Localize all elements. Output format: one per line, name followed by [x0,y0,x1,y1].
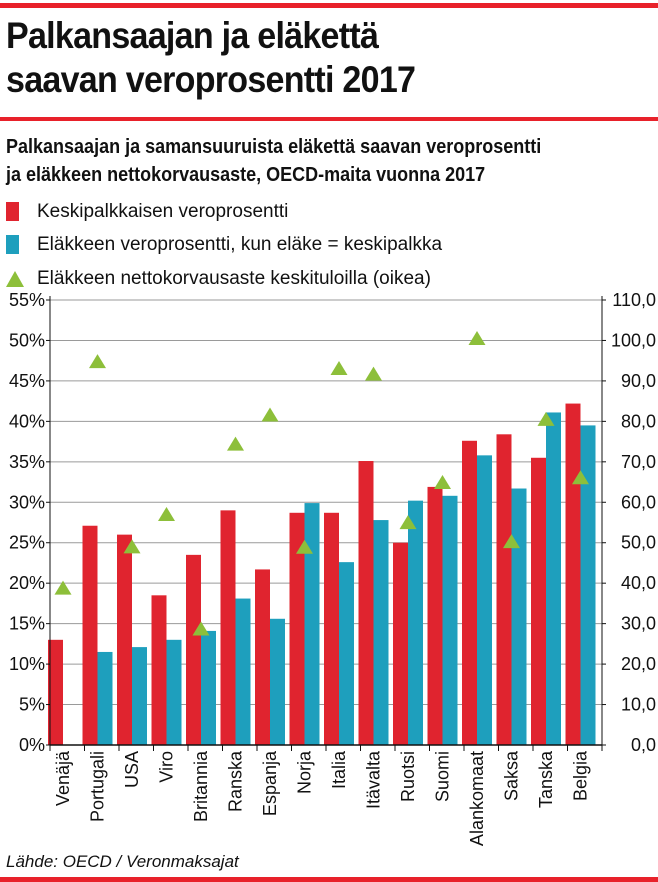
title-line-2: saavan veroprosentti 2017 [6,59,416,100]
bar-red [497,434,512,745]
bar-red [428,487,443,745]
bar-blue [132,647,147,745]
y-tick-left: 40% [8,411,45,432]
subtitle-line-2: ja eläkkeen nettokorvausaste, OECD-maita vuonna 2017 [6,164,486,186]
x-category-label: Tanska [536,751,556,809]
bar-blue [546,412,561,745]
y-tick-left: 25% [8,532,45,553]
x-category-label: Alankomaat [467,751,487,847]
y-tick-right: 20,0 [620,654,656,675]
x-category-label: Portugali [87,751,108,823]
legend-label-green: Eläkkeen nettokorvausaste keskituloilla (oikea) [37,268,431,289]
y-tick-right: 70,0 [620,451,656,472]
x-category-label: Espanja [260,751,280,817]
bar-red [359,461,374,745]
bar-blue [477,455,492,745]
x-category-label: Ruotsi [398,751,418,803]
x-category-label: Belgia [570,751,591,802]
bar-blue [270,619,285,745]
marker-triangle [158,507,175,521]
y-tick-left: 50% [8,330,45,351]
marker-triangle [262,407,279,421]
marker-triangle [89,354,106,368]
y-tick-left: 20% [8,573,45,594]
bar-red [83,526,98,745]
x-category-label: Viro [156,751,177,783]
x-category-label: Norja [294,751,315,795]
y-tick-left: 45% [8,370,45,391]
y-tick-right: 110,0 [612,290,656,310]
x-category-label: Ranska [225,751,246,813]
bar-blue [236,599,251,745]
marker-triangle [227,437,244,451]
bar-red [324,513,339,745]
x-category-label: Saksa [501,751,522,802]
source-note: Lähde: OECD / Veronmaksajat [6,852,239,871]
bar-blue [201,631,216,745]
bar-blue [339,562,354,745]
y-tick-left: 15% [8,613,45,634]
title-line-1: Palkansaajan ja eläkettä [6,15,379,56]
bar-red [531,458,546,745]
x-category-label: Suomi [432,751,453,803]
bar-blue [167,640,182,745]
subtitle-line-1: Palkansaajan ja samansuuruista eläkettä saavan veroprosentti [6,136,542,158]
y-tick-right: 10,0 [620,694,656,715]
x-category-label: Britannia [191,751,211,823]
y-tick-right: 0,0 [630,735,656,755]
bar-blue [512,489,527,745]
marker-triangle [469,331,486,345]
legend-label-red: Keskipalkkaisen veroprosentti [37,201,289,222]
x-category-label: USA [122,751,142,789]
y-tick-right: 60,0 [620,492,656,513]
bar-red [566,404,581,745]
marker-triangle [434,475,451,489]
bar-red [152,595,167,745]
bar-red [221,510,236,745]
bar-red [393,543,408,745]
bar-blue [374,520,389,745]
y-tick-right: 50,0 [620,532,656,553]
y-tick-right: 30,0 [620,613,656,634]
x-category-label: Italia [329,751,349,790]
legend-label-blue: Eläkkeen veroprosentti, kun eläke = keskipalkka [37,234,443,255]
x-category-label: Itävalta [363,751,384,810]
y-tick-left: 30% [8,492,45,513]
bar-red [117,535,132,745]
bar-red [255,569,270,745]
bar-blue [581,425,596,745]
y-tick-right: 40,0 [620,573,656,594]
y-tick-left: 55% [8,290,45,310]
bar-red [186,555,201,745]
bottom-rule [0,877,658,882]
y-tick-right: 100,0 [610,330,656,351]
y-tick-left: 35% [8,451,45,472]
y-tick-left: 10% [8,654,45,675]
bar-blue [443,496,458,745]
y-tick-right: 80,0 [620,411,656,432]
marker-triangle [365,367,382,381]
y-tick-left: 5% [18,694,45,715]
y-tick-right: 90,0 [620,370,656,391]
bar-red [462,441,477,745]
bar-blue [98,652,113,745]
x-category-label: Venäjä [53,751,73,807]
y-tick-left: 0% [18,735,45,755]
bar-blue [305,503,320,745]
bar-blue [408,501,423,745]
marker-triangle [331,361,348,375]
